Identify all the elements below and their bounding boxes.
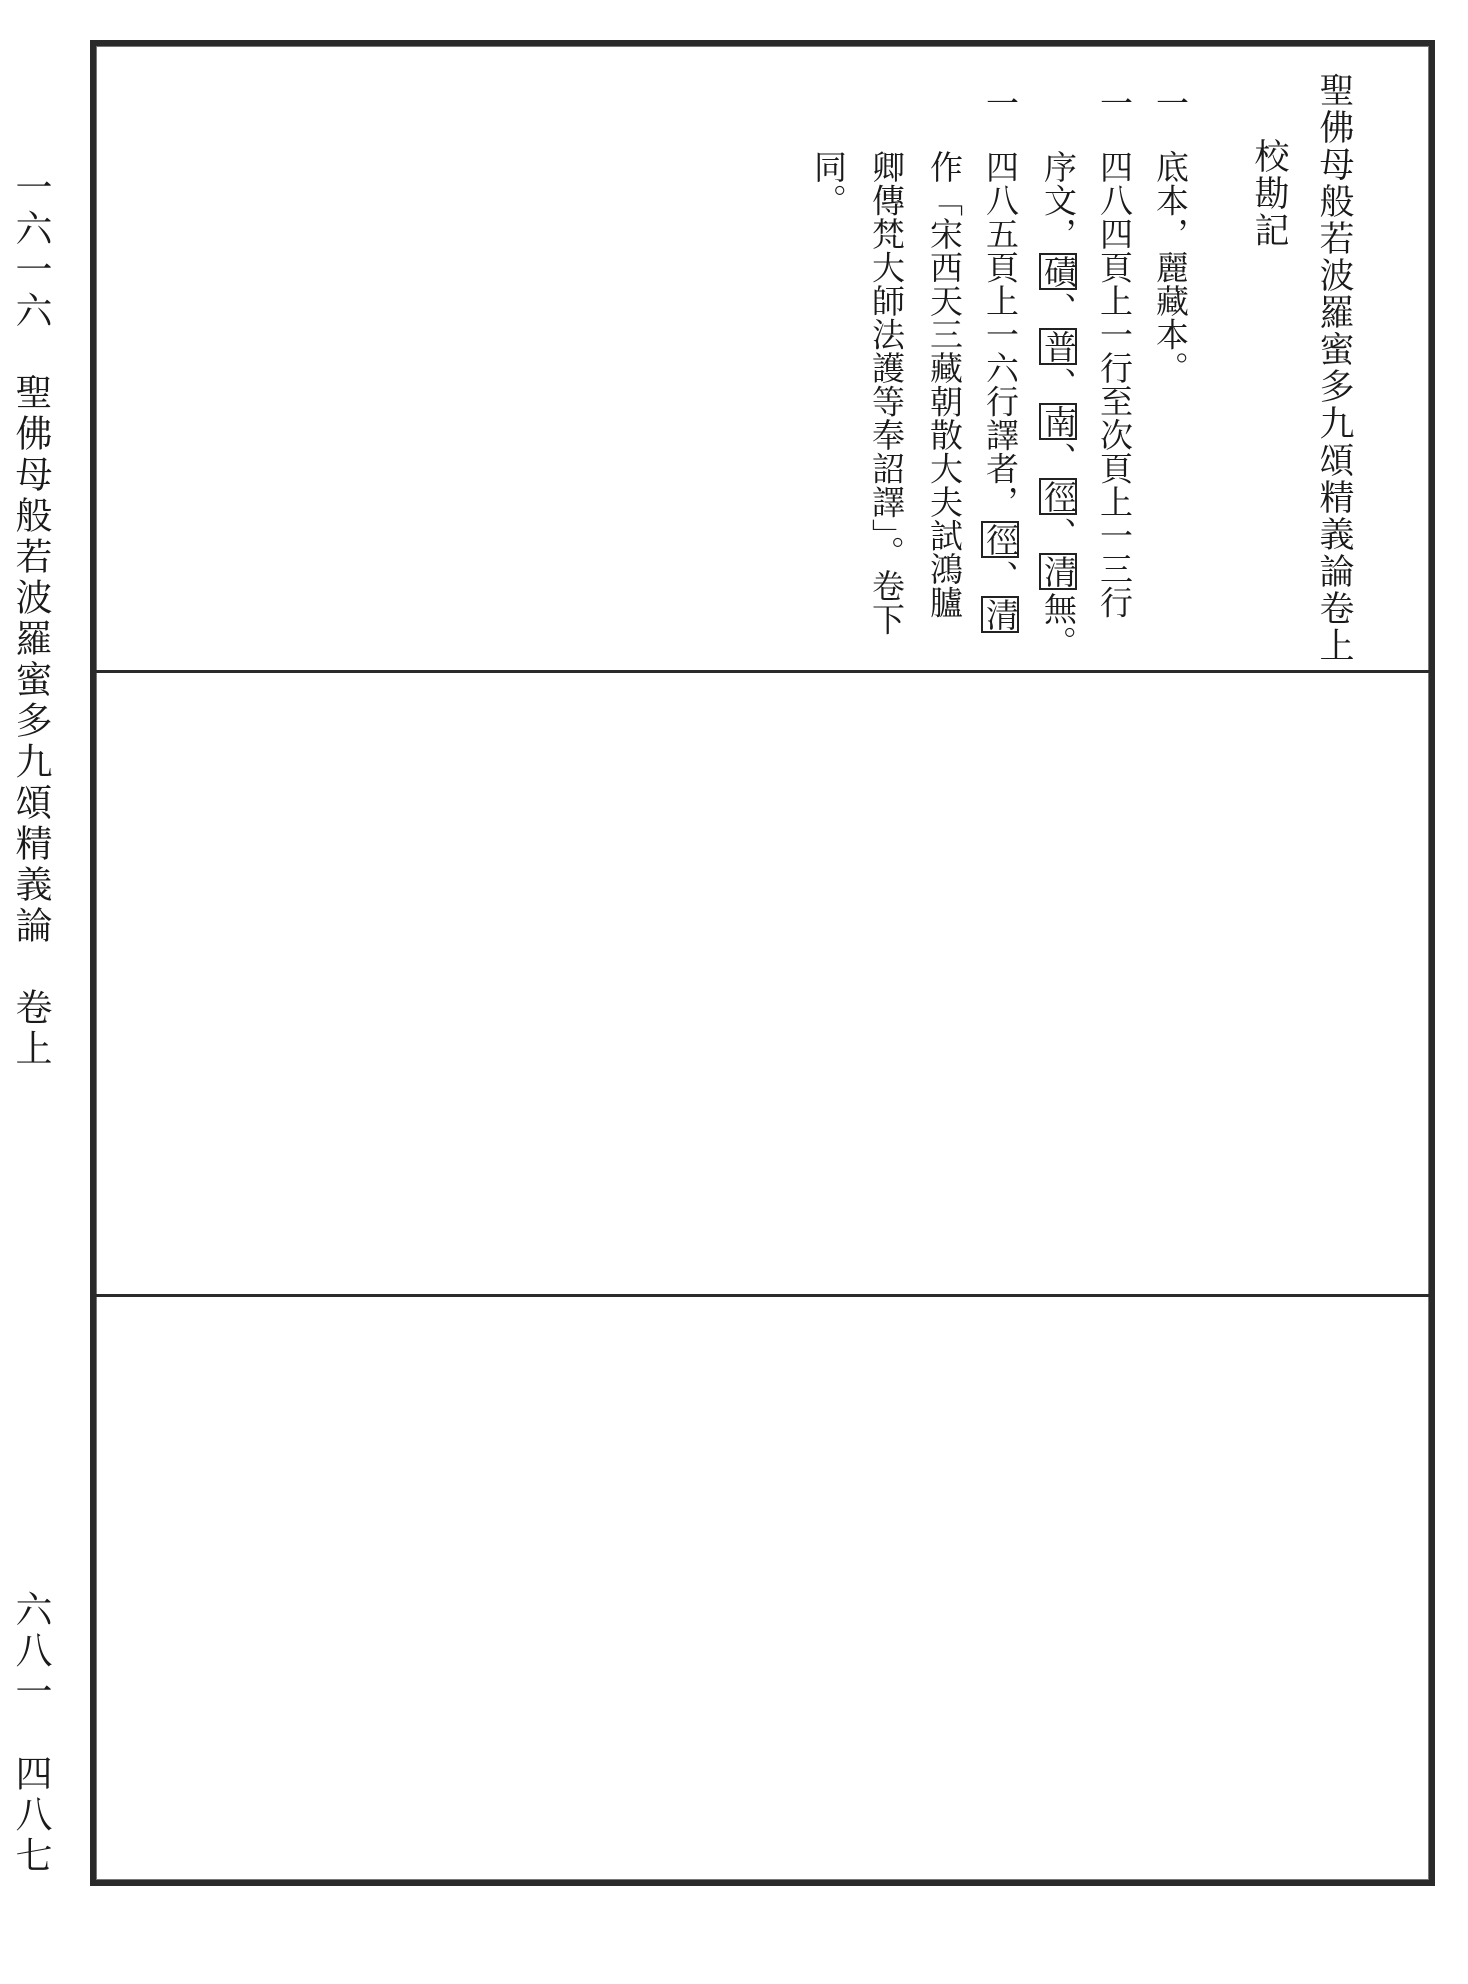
note-text: 四八五頁上一六行譯者， xyxy=(981,150,1020,519)
note-3-line-4: 同。 xyxy=(809,150,848,217)
panel-divider-upper xyxy=(96,670,1429,673)
edition-siglum-box: 清 xyxy=(981,597,1020,631)
margin-page-number: 六八一 四八七 xyxy=(9,1590,52,1877)
note-text: 無。 xyxy=(1039,592,1078,659)
margin-running-title: 一六一六 聖佛母般若波羅蜜多九頌精義論 卷上 xyxy=(9,168,52,1070)
section-heading: 校勘記 xyxy=(1249,138,1289,249)
note-1-marker: 一 xyxy=(1151,86,1190,119)
note-3-line-2: 作「宋西天三藏朝散大夫試鴻臚 xyxy=(925,150,964,619)
note-2-marker: 一 xyxy=(1095,86,1134,119)
note-text: 、 xyxy=(981,560,1020,594)
note-text: 、 xyxy=(1039,517,1078,551)
note-1-text: 底本，麗藏本。 xyxy=(1151,150,1190,385)
edition-siglum-box: 徑 xyxy=(1039,479,1078,513)
note-3-marker: 一 xyxy=(981,86,1020,119)
edition-siglum-box: 磧 xyxy=(1039,254,1078,288)
note-text: 、 xyxy=(1039,367,1078,401)
edition-siglum-box: 徑 xyxy=(981,522,1020,556)
edition-siglum-box: 清 xyxy=(1039,554,1078,588)
note-2-line-2 xyxy=(1038,150,1078,659)
panel-divider-lower xyxy=(96,1294,1429,1297)
edition-siglum-box: 南 xyxy=(1039,404,1078,438)
note-text: 序文， xyxy=(1039,150,1078,251)
edition-siglum-box: 普 xyxy=(1039,329,1078,363)
note-text: 、 xyxy=(1039,292,1078,326)
note-text: 、 xyxy=(1039,442,1078,476)
page-frame xyxy=(90,40,1435,1886)
note-3-line-3: 卿傳梵大師法護等奉詔譯」。卷下 xyxy=(867,150,906,636)
note-2-line-1: 四八四頁上一行至次頁上一三行 xyxy=(1095,150,1134,619)
page-title: 聖佛母般若波羅蜜多九頌精義論卷上 xyxy=(1314,72,1354,664)
note-3-line-1 xyxy=(980,150,1020,635)
